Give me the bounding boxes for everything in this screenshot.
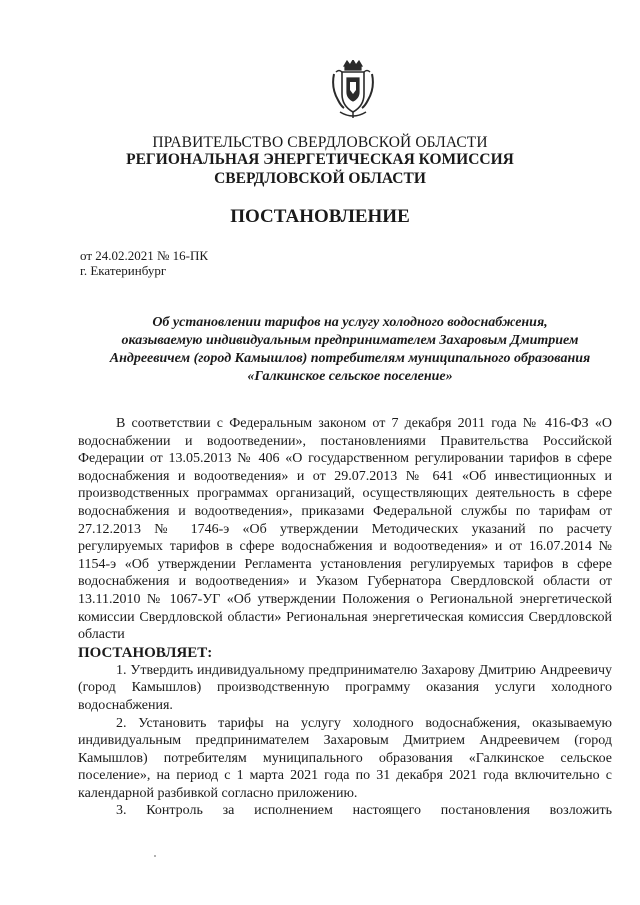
- resolves-heading: ПОСТАНОВЛЯЕТ:: [78, 644, 213, 661]
- scan-speck: [154, 855, 156, 857]
- subject-line: Об установлении тарифов на услугу холодного водоснабжения,: [152, 315, 548, 330]
- document-date-number: от 24.02.2021 № 16-ПК: [80, 248, 209, 263]
- coat-of-arms-emblem: [330, 60, 376, 120]
- subject-line: оказываемую индивидуальным предпринимателем Захаровым Дмитрием: [121, 333, 579, 348]
- commission-name: РЕГИОНАЛЬНАЯ ЭНЕРГЕТИЧЕСКАЯ КОМИССИЯ: [126, 151, 514, 168]
- document-body: [78, 415, 612, 820]
- document-city: г. Екатеринбург: [80, 263, 167, 278]
- subject-line: Андреевичем (город Камышлов) потребителям муниципального образования: [109, 351, 591, 366]
- clause-3: 3. Контроль за исполнением настоящего постановления возложить: [116, 803, 612, 819]
- page-title: ПОСТАНОВЛЕНИЕ: [230, 206, 410, 227]
- government-name: ПРАВИТЕЛЬСТВО СВЕРДЛОВСКОЙ ОБЛАСТИ: [152, 134, 488, 151]
- clause-2: 2. Установить тарифы на услугу холодного водоснабжения, оказываемую индивидуальным предпринимателем Захаровым Дмитрием Андреевичем (город Камышлов) потребителям муниципального образования «Галкинское сельское поселение», на период с 1 марта 2021 года по 31 декабря 2021 года включительно с календарной разбивкой согласно приложению.: [78, 715, 612, 801]
- preamble-paragraph: В соответствии с Федеральным законом от 7 декабря 2011 года № 416-ФЗ «О водоснабжении и водоотведении», постановлениями Правительства Российской Федерации от 13.05.2013 № 406 «О государственном регулировании тарифов в сфере водоснабжения и водоотведения» и от 29.07.2013 № 641 «Об инвестиционных и производственных программах организаций, осуществляющих деятельность в сфере водоснабжения и водоотведения», приказами Федеральной службы по тарифам от 27.12.2013 № 1746-э «Об утверждении Методических указаний по расчету регулируемых тарифов в сфере водоснабжения и водоотведения» и от 16.07.2014 № 1154-э «Об утверждении Регламента установления регулируемых тарифов в сфере водоснабжения и водоотведения» и Указом Губернатора Свердловской области от 13.11.2010 № 1067-УГ «Об утверждении Положения о Региональной энергетической комиссии Свердловской области» Региональная энергетическая комиссия Свердловской области: [78, 416, 612, 643]
- subject-line: «Галкинское сельское поселение»: [247, 369, 453, 384]
- document-subject: [70, 314, 630, 386]
- commission-region: СВЕРДЛОВСКОЙ ОБЛАСТИ: [214, 170, 426, 187]
- clause-1: 1. Утвердить индивидуальному предпринимателю Захарову Дмитрию Андреевичу (город Камышлов) производственную программу оказания услуги холодного водоснабжения.: [78, 662, 612, 713]
